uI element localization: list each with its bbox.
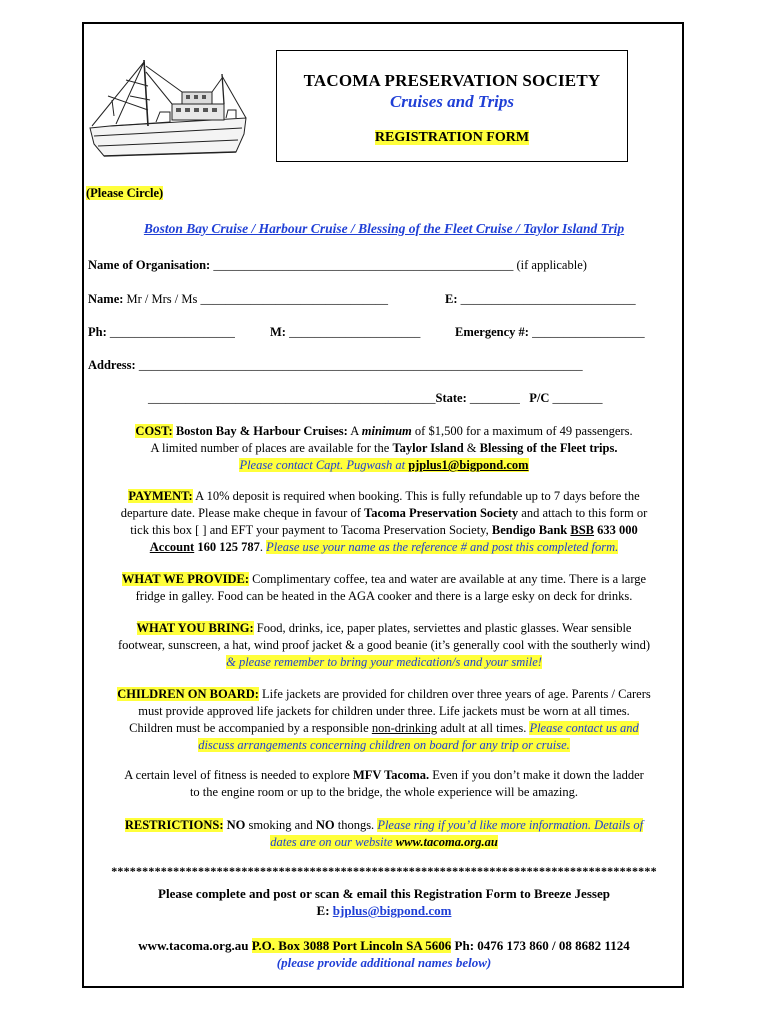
name-field[interactable]: Name: Mr / Mrs / Ms ______________________________: [88, 292, 388, 306]
website-link[interactable]: www.tacoma.org.au: [395, 835, 498, 849]
email-field[interactable]: E: ____________________________: [445, 292, 636, 306]
cost-section: COST: Boston Bay & Harbour Cruises: A minimum of $1,500 for a maximum of 49 passengers. A limited number of places are available for the Taylor Island & Blessing of the Fleet trips. Please contact Capt. Pugwash at pjplus1@bigpond.com: [135, 424, 633, 472]
payment-section: PAYMENT: A 10% deposit is required when booking. This is fully refundable up to 7 days before the departure date. Please make cheque in favour of Tacoma Preservation Society and attach to this form or tick this box [ ] and EFT your payment to Tacoma Preservation Society, Bendigo Bank BSB 633 000 Account 160 125 787. Please use your name as the reference # and post this completed form.: [120, 489, 648, 554]
please-circle-label: (Please Circle): [86, 186, 164, 200]
organisation-field[interactable]: Name of Organisation: ________________________________________________ (if applicable): [88, 258, 587, 272]
footer-website[interactable]: www.tacoma.org.au: [138, 938, 249, 953]
org-name: TACOMA PRESERVATION SOCIETY: [303, 71, 601, 90]
trip-options[interactable]: Boston Bay Cruise / Harbour Cruise / Blessing of the Fleet Cruise / Taylor Island Trip: [143, 221, 625, 236]
subtitle: Cruises and Trips: [389, 92, 515, 111]
phone-numbers: Ph: 0476 173 860 / 08 8682 1124: [454, 938, 630, 953]
bring-section: WHAT YOU BRING: Food, drinks, ice, paper plates, serviettes and plastic glasses. Wear sensible footwear, sunscreen, a hat, wind proof jacket & a good beanie (it’s generally cool with the southerly wind) & please remember to bring your medication/s and your smile!: [118, 621, 650, 669]
fitness-section: A certain level of fitness is needed to explore MFV Tacoma. Even if you don’t make it down the ladder to the engine room or up to the bridge, the whole experience will be amazing.: [124, 768, 644, 799]
breeze-email-link[interactable]: bjplus@bigpond.com: [332, 903, 452, 918]
eft-checkbox[interactable]: tick this box [ ] and EFT your payment to Tacoma Preservation Society,: [130, 523, 489, 537]
mobile-field[interactable]: M: _____________________: [270, 325, 421, 339]
capt-email-link[interactable]: pjplus1@bigpond.com: [408, 458, 529, 472]
children-section: CHILDREN ON BOARD: Life jackets are provided for children over three years of age. Parents / Carers must provide approved life jackets for children under three. Life jackets must be worn at all times. Children must be accompanied by a responsible non-drinking adult at all times. Please contact us and discuss arrangements concerning children on board for any trip or cruise.: [117, 687, 651, 752]
restrictions-section: RESTRICTIONS: NO smoking and NO thongs. Please ring if you’d like more information. Details of dates are on our website www.tacoma.org.au: [124, 818, 644, 849]
emergency-field[interactable]: Emergency #: __________________: [455, 325, 645, 339]
header-box: [276, 50, 628, 162]
footer-contact: [86, 937, 682, 971]
address-field[interactable]: Address: _______________________________________________________________________: [88, 358, 583, 372]
provide-section: WHAT WE PROVIDE: Complimentary coffee, tea and water are available at any time. There is a large fridge in galley. Food can be heated in the AGA cooker and there is a large esky on deck for drinks.: [121, 572, 647, 603]
form-title: REGISTRATION FORM: [374, 130, 530, 145]
separator-stars: ****************************************************************************************: [111, 864, 657, 878]
additional-names-note: (please provide additional names below): [276, 955, 492, 970]
fishing-boat-illustration: [86, 56, 256, 168]
po-box: P.O. Box 3088 Port Lincoln SA 5606: [251, 938, 452, 953]
footer-instructions: Please complete and post or scan & email this Registration Form to Breeze Jessep E: bjplus@bigpond.com: [158, 886, 610, 918]
phone-field[interactable]: Ph: ____________________: [88, 325, 235, 339]
address-line-2[interactable]: ______________________________________________State: ________ P/C ________: [148, 391, 603, 405]
